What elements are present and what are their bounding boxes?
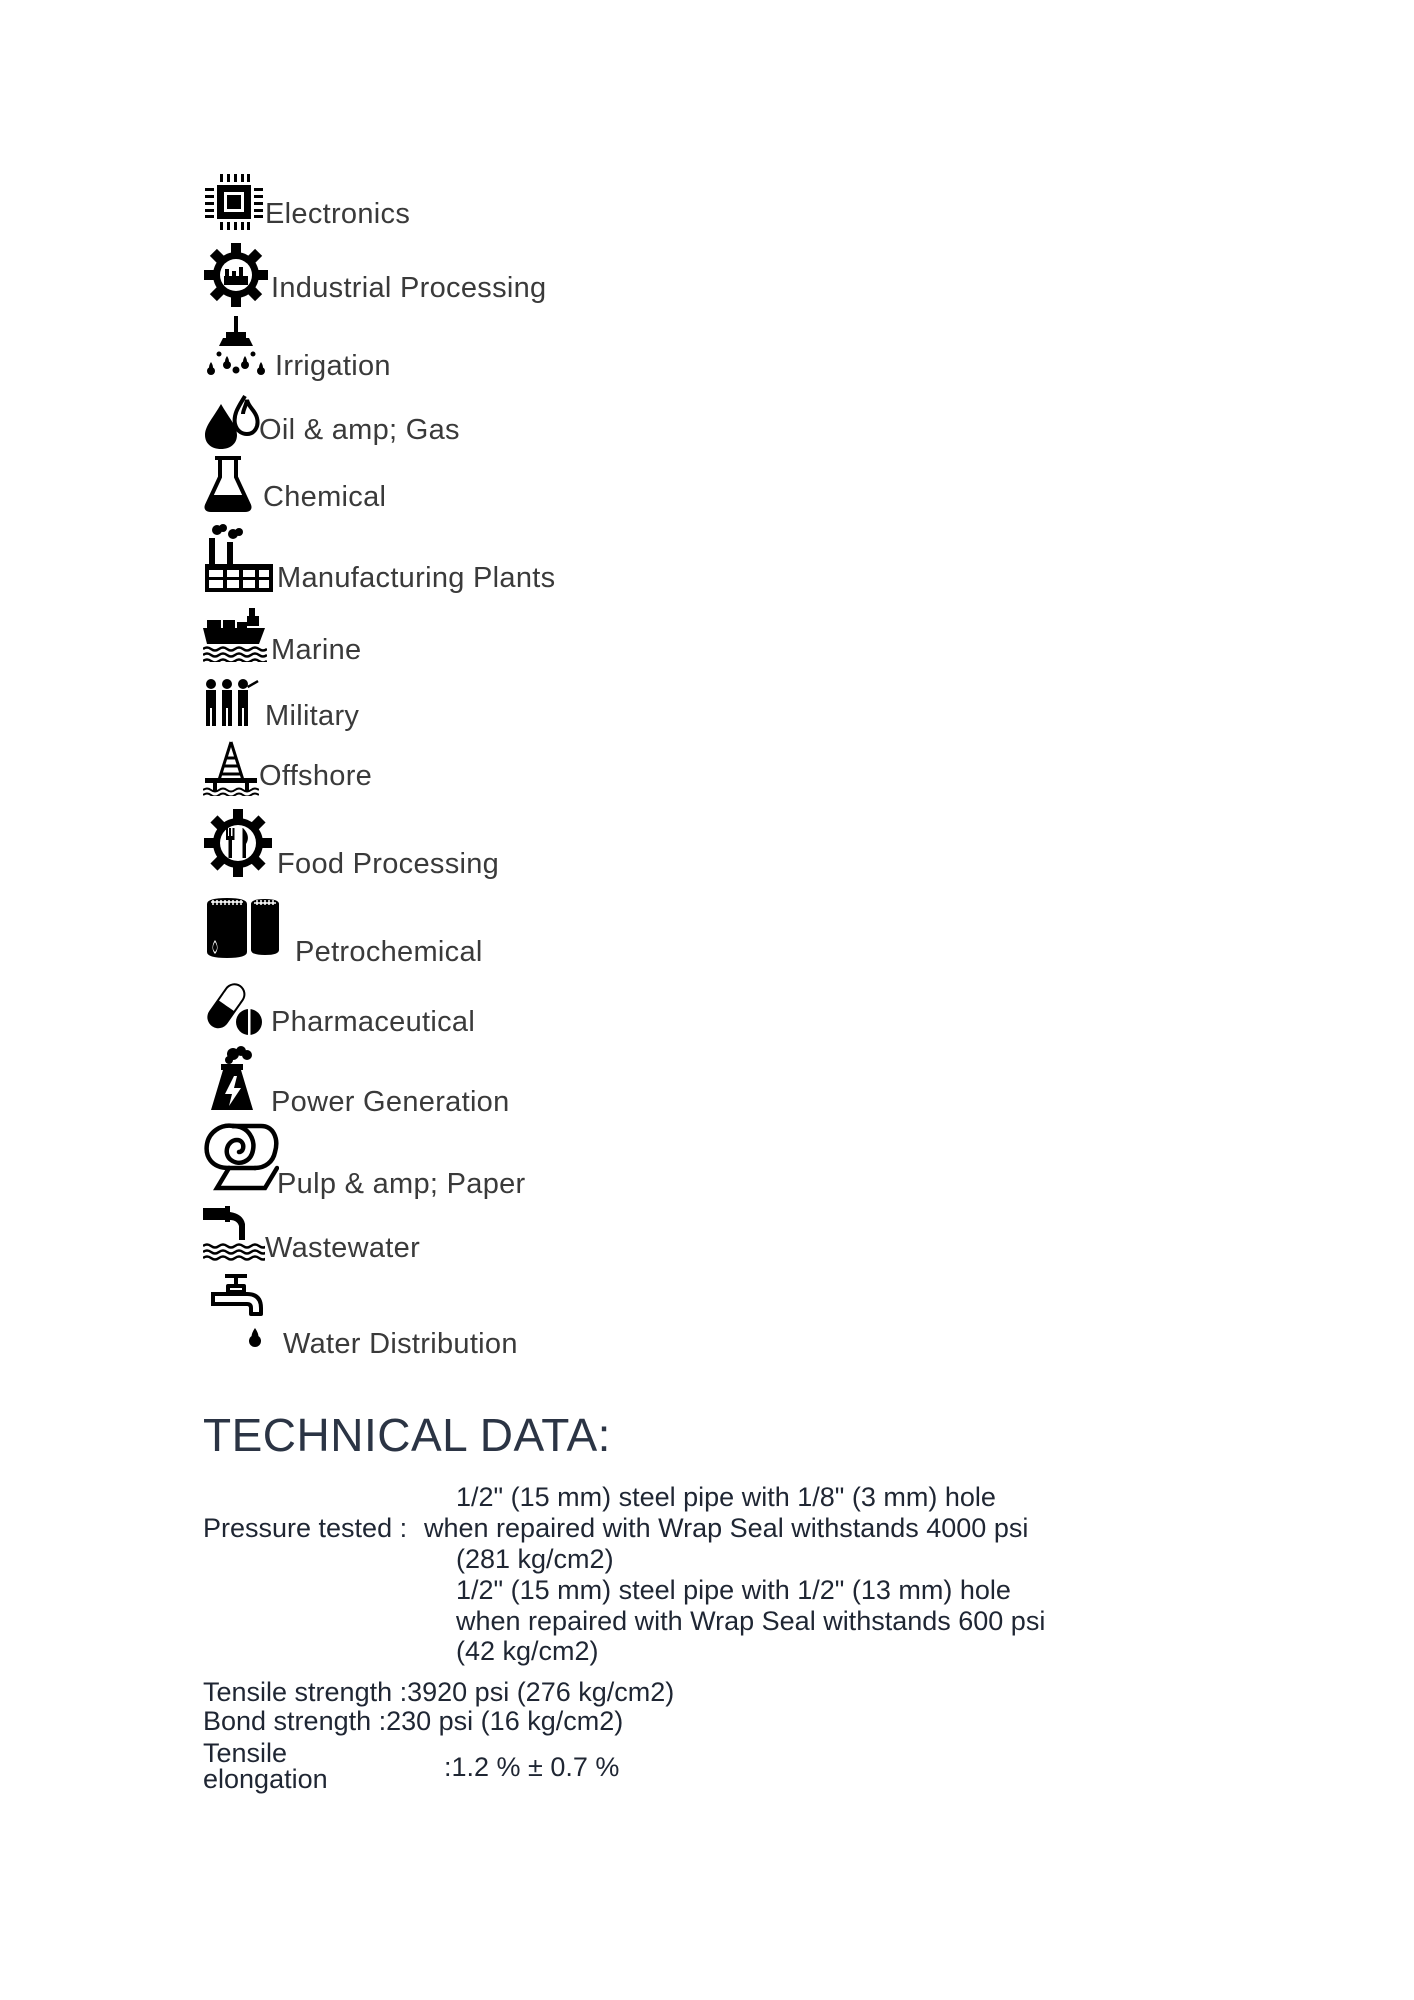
industry-label: Electronics <box>265 198 411 230</box>
pills-icon <box>203 976 265 1038</box>
paper-roll-icon <box>203 1122 279 1192</box>
tensile-elongation-label-1: Tensile <box>203 1738 288 1768</box>
industry-label: Manufacturing Plants <box>277 562 556 594</box>
technical-data-heading: TECHNICAL DATA: <box>203 1409 611 1461</box>
ship-icon <box>203 606 267 662</box>
storage-tanks-icon <box>203 896 283 962</box>
tensile-elongation-label-2: elongation <box>203 1764 328 1794</box>
industry-label: Chemical <box>263 481 387 513</box>
industry-label: Irrigation <box>275 350 391 382</box>
pressure-tested-label: Pressure tested : <box>203 1513 408 1543</box>
tensile-strength-row: Tensile strength :3920 psi (276 kg/cm2) <box>203 1677 675 1707</box>
sprinkler-icon <box>203 316 269 380</box>
pressure-line-4: 1/2" (15 mm) steel pipe with 1/2" (13 mm) hole <box>456 1575 1011 1605</box>
flask-icon <box>203 455 253 513</box>
industry-label: Pharmaceutical <box>271 1006 476 1038</box>
industry-label: Industrial Processing <box>271 272 547 304</box>
oil-gas-icon <box>203 392 261 450</box>
industry-label: Wastewater <box>265 1232 421 1264</box>
gear-cutlery-icon <box>203 808 273 878</box>
pressure-line-1: 1/2" (15 mm) steel pipe with 1/8" (3 mm) hole <box>456 1482 996 1512</box>
chip-icon <box>203 172 265 232</box>
pressure-line-5: when repaired with Wrap Seal withstands 600 psi <box>456 1606 1046 1636</box>
pressure-line-2: when repaired with Wrap Seal withstands 4000 psi <box>424 1513 1029 1543</box>
industry-label: Oil & amp; Gas <box>259 414 460 446</box>
faucet-icon <box>203 1272 275 1352</box>
soldiers-icon <box>203 678 263 728</box>
tensile-elongation-value: :1.2 % ± 0.7 % <box>444 1752 620 1782</box>
industry-label: Offshore <box>259 760 373 792</box>
industry-label: Water Distribution <box>283 1328 518 1360</box>
industry-label: Power Generation <box>271 1086 510 1118</box>
pressure-line-6: (42 kg/cm2) <box>456 1636 599 1666</box>
oil-rig-icon <box>203 740 259 796</box>
drain-pipe-icon <box>203 1206 265 1262</box>
pressure-line-3: (281 kg/cm2) <box>456 1544 614 1574</box>
factory-icon <box>203 524 275 594</box>
bond-strength-row: Bond strength :230 psi (16 kg/cm2) <box>203 1706 624 1736</box>
industry-label: Food Processing <box>277 848 500 880</box>
industry-label: Petrochemical <box>295 936 483 968</box>
power-plant-icon <box>203 1046 263 1112</box>
industry-label: Marine <box>271 634 362 666</box>
industry-label: Military <box>265 700 360 732</box>
industry-label: Pulp & amp; Paper <box>277 1168 526 1200</box>
gear-factory-icon <box>203 242 269 308</box>
